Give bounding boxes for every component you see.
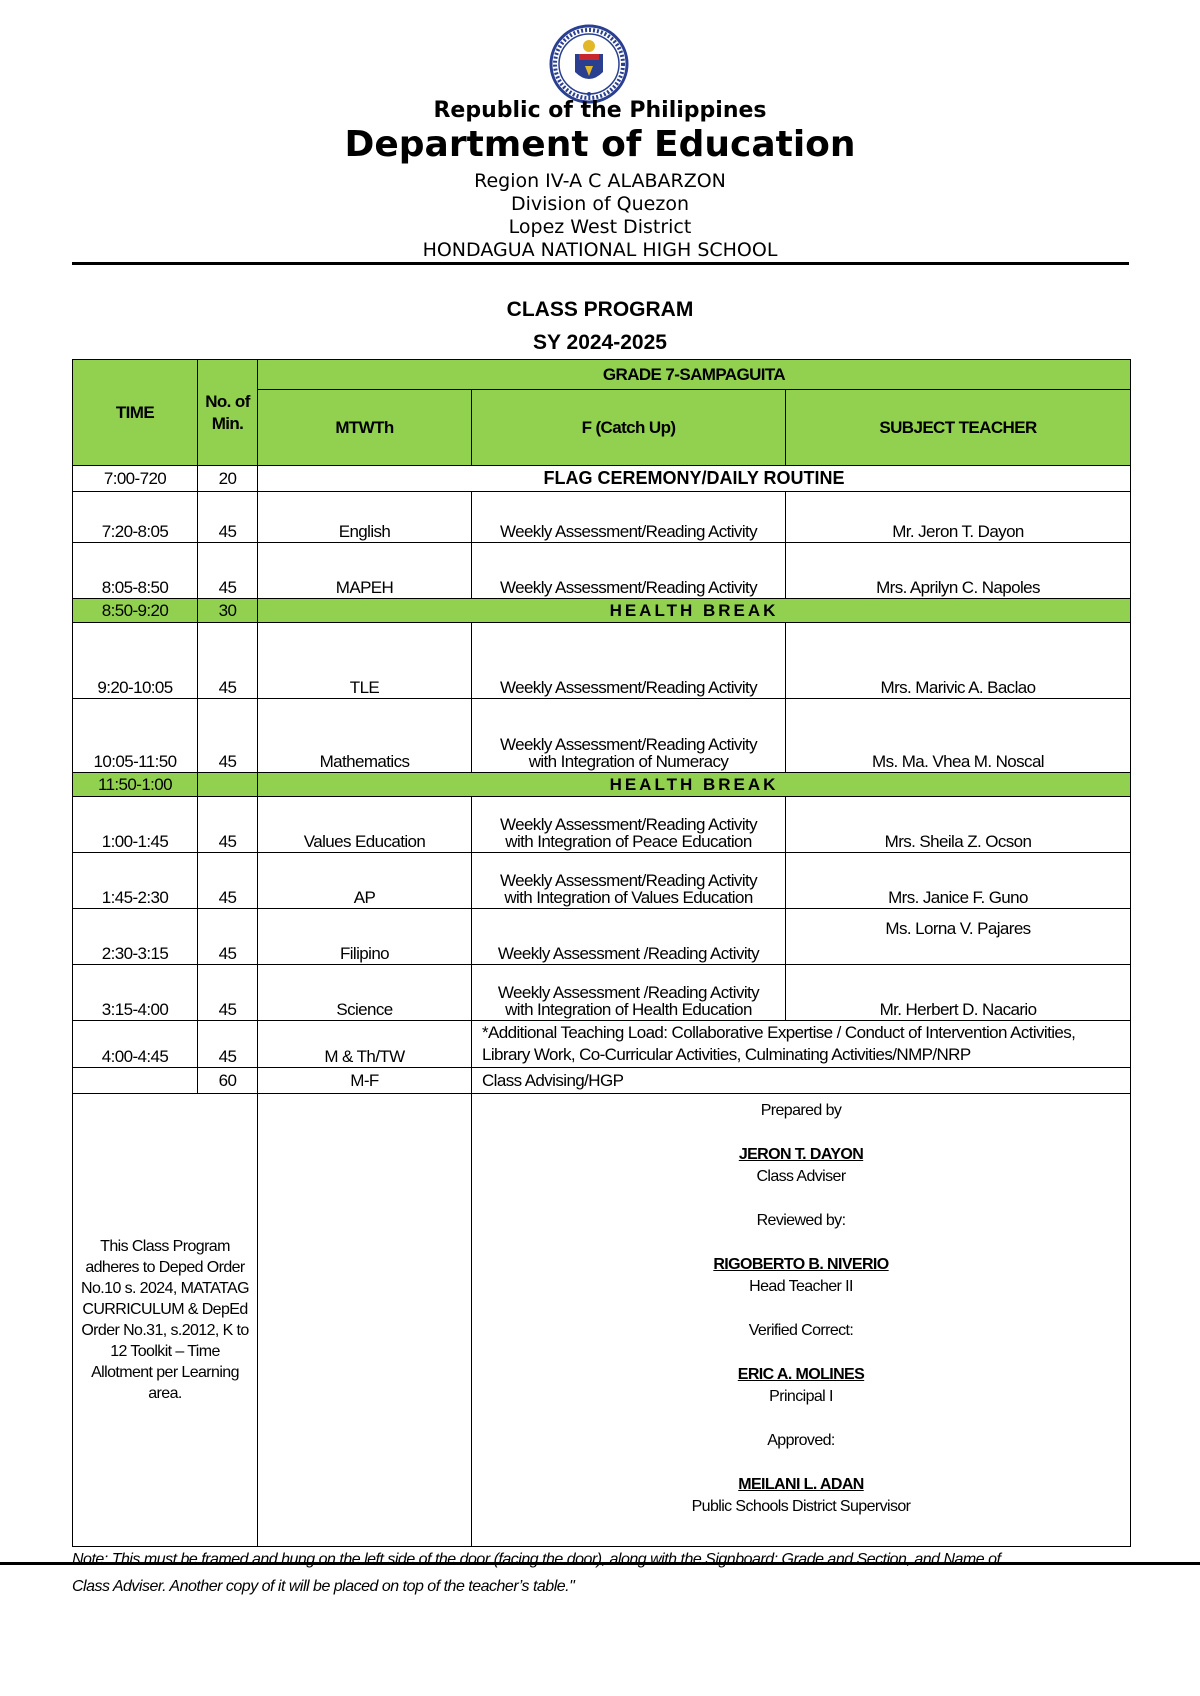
table-row xyxy=(73,1021,1131,1068)
cell-time: 8:50-9:20 xyxy=(73,599,198,623)
cell-subject: M-F xyxy=(258,1068,472,1094)
cell-minutes: 45 xyxy=(198,623,258,699)
table-row xyxy=(73,623,1131,699)
page-title: CLASS PROGRAM xyxy=(506,298,694,321)
prepared-label: Prepared by xyxy=(760,1102,842,1119)
table-row xyxy=(73,543,1131,599)
table-row xyxy=(73,909,1131,965)
cell-subject: Mathematics xyxy=(258,699,472,773)
cell-subject: English xyxy=(258,492,472,543)
cell-minutes: 45 xyxy=(198,492,258,543)
cell-subject: AP xyxy=(258,853,472,909)
class-program-table xyxy=(72,359,1131,1547)
cell-subject: Values Education xyxy=(258,797,472,853)
health-break: HEALTH BREAK xyxy=(258,773,1131,797)
table-row xyxy=(73,965,1131,1021)
cell-time: 4:00-4:45 xyxy=(73,1021,198,1068)
table-row xyxy=(73,853,1131,909)
cell-teacher: Mrs. Aprilyn C. Napoles xyxy=(786,543,1131,599)
cell-friday: Weekly Assessment/Reading Activity xyxy=(472,543,786,599)
reviewed-name: RIGOBERTO B. NIVERIO xyxy=(713,1256,889,1273)
table-row xyxy=(73,797,1131,853)
approved-name: MEILANI L. ADAN xyxy=(738,1476,864,1493)
cell-friday: Weekly Assessment/Reading Activity xyxy=(472,492,786,543)
approved-label: Approved: xyxy=(767,1432,835,1449)
cell-minutes: 45 xyxy=(198,543,258,599)
cell-time: 9:20-10:05 xyxy=(73,623,198,699)
cell-subject: MAPEH xyxy=(258,543,472,599)
col-header-teacher: SUBJECT TEACHER xyxy=(786,390,1131,466)
table-row xyxy=(73,699,1131,773)
table-row xyxy=(73,599,1131,623)
table-row xyxy=(73,492,1131,543)
cell-time: 1:45-2:30 xyxy=(73,853,198,909)
cell-time: 1:00-1:45 xyxy=(73,797,198,853)
reviewed-label: Reviewed by: xyxy=(756,1212,846,1229)
table-row xyxy=(73,1068,1131,1094)
health-break: HEALTH BREAK xyxy=(258,599,1131,623)
class-advising: Class Advising/HGP xyxy=(472,1068,1131,1094)
cell-minutes: 45 xyxy=(198,853,258,909)
cell-subject: TLE xyxy=(258,623,472,699)
cell-time: 10:05-11:50 xyxy=(73,699,198,773)
cell-minutes: 45 xyxy=(198,699,258,773)
cell-time xyxy=(73,1068,198,1094)
prepared-role: Class Adviser xyxy=(756,1168,846,1185)
verified-role: Principal I xyxy=(769,1388,833,1405)
header-divider xyxy=(72,262,1129,265)
cell-time: 3:15-4:00 xyxy=(73,965,198,1021)
col-header-minutes: No. of Min. xyxy=(198,360,258,466)
district-name: Lopez West District xyxy=(508,216,692,238)
col-header-friday: F (Catch Up) xyxy=(472,390,786,466)
deped-seal-icon xyxy=(549,24,629,104)
cell-teacher: Mr. Herbert D. Nacario xyxy=(786,965,1131,1021)
cell-time: 11:50-1:00 xyxy=(73,773,198,797)
verified-name: ERIC A. MOLINES xyxy=(737,1366,865,1383)
footnote: Note: This must be framed and hung on the left side of the door (facing the door), along with the Signboard: Grade and Section, and Name of Class Adviser. Another copy of it will be placed on top of the teacher’s table." xyxy=(72,1551,1001,1595)
cell-time: 2:30-3:15 xyxy=(73,909,198,965)
cell-friday: Weekly Assessment/Reading Activity with Integration of Numeracy xyxy=(472,699,786,773)
country-name: Republic of the Philippines xyxy=(433,98,767,123)
school-year: SY 2024-2025 xyxy=(533,331,667,354)
cell-time: 8:05-8:50 xyxy=(73,543,198,599)
cell-time: 7:00-720 xyxy=(73,466,198,492)
flag-ceremony: FLAG CEREMONY/DAILY ROUTINE xyxy=(258,466,1131,492)
cell-time: 7:20-8:05 xyxy=(73,492,198,543)
cell-teacher: Ms. Ma. Vhea M. Noscal xyxy=(786,699,1131,773)
region-name: Region IV-A C ALABARZON xyxy=(474,170,726,192)
col-header-mtwth: MTWTh xyxy=(258,390,472,466)
cell-minutes: 45 xyxy=(198,965,258,1021)
cell-minutes xyxy=(198,773,258,797)
cell-teacher: Mrs. Janice F. Guno xyxy=(786,853,1131,909)
prepared-name: JERON T. DAYON xyxy=(738,1146,864,1163)
signature-row xyxy=(73,1094,1131,1547)
cell-minutes: 20 xyxy=(198,466,258,492)
additional-load: *Additional Teaching Load: Collaborative Expertise / Conduct of Intervention Activities, Library Work, Co-Curricular Activities, Culminating Activities/NMP/NRP xyxy=(472,1021,1131,1068)
empty-cell xyxy=(258,1094,472,1547)
grade-section: GRADE 7-SAMPAGUITA xyxy=(258,360,1131,390)
deped-order-note: This Class Program adheres to Deped Order No.10 s. 2024, MATATAG CURRICULUM & DepEd Order No.31, s.2012, K to 12 Toolkit – Time Allotment per Learning area. xyxy=(73,1094,258,1547)
reviewed-role: Head Teacher II xyxy=(749,1278,853,1295)
cell-friday: Weekly Assessment/Reading Activity with Integration of Values Education xyxy=(472,853,786,909)
cell-subject: Filipino xyxy=(258,909,472,965)
cell-teacher: Ms. Lorna V. Pajares xyxy=(786,909,1131,965)
cell-teacher: Mrs. Marivic A. Baclao xyxy=(786,623,1131,699)
cell-friday: Weekly Assessment /Reading Activity with Integration of Health Education xyxy=(472,965,786,1021)
cell-friday: Weekly Assessment/Reading Activity xyxy=(472,623,786,699)
cell-minutes: 30 xyxy=(198,599,258,623)
verified-label: Verified Correct: xyxy=(748,1322,854,1339)
table-row xyxy=(73,466,1131,492)
cell-minutes: 60 xyxy=(198,1068,258,1094)
department-name: Department of Education xyxy=(344,124,856,165)
cell-minutes: 45 xyxy=(198,909,258,965)
school-name: HONDAGUA NATIONAL HIGH SCHOOL xyxy=(422,239,778,261)
approved-role: Public Schools District Supervisor xyxy=(691,1498,911,1515)
cell-teacher: Mrs. Sheila Z. Ocson xyxy=(786,797,1131,853)
table-row xyxy=(73,773,1131,797)
signatories xyxy=(472,1094,1131,1547)
cell-teacher: Mr. Jeron T. Dayon xyxy=(786,492,1131,543)
cell-minutes: 45 xyxy=(198,797,258,853)
col-header-time: TIME xyxy=(73,360,198,466)
cell-subject: M & Th/TW xyxy=(258,1021,472,1068)
cell-friday: Weekly Assessment /Reading Activity xyxy=(472,909,786,965)
cell-minutes: 45 xyxy=(198,1021,258,1068)
cell-friday: Weekly Assessment/Reading Activity with Integration of Peace Education xyxy=(472,797,786,853)
cell-subject: Science xyxy=(258,965,472,1021)
division-name: Division of Quezon xyxy=(511,193,689,215)
